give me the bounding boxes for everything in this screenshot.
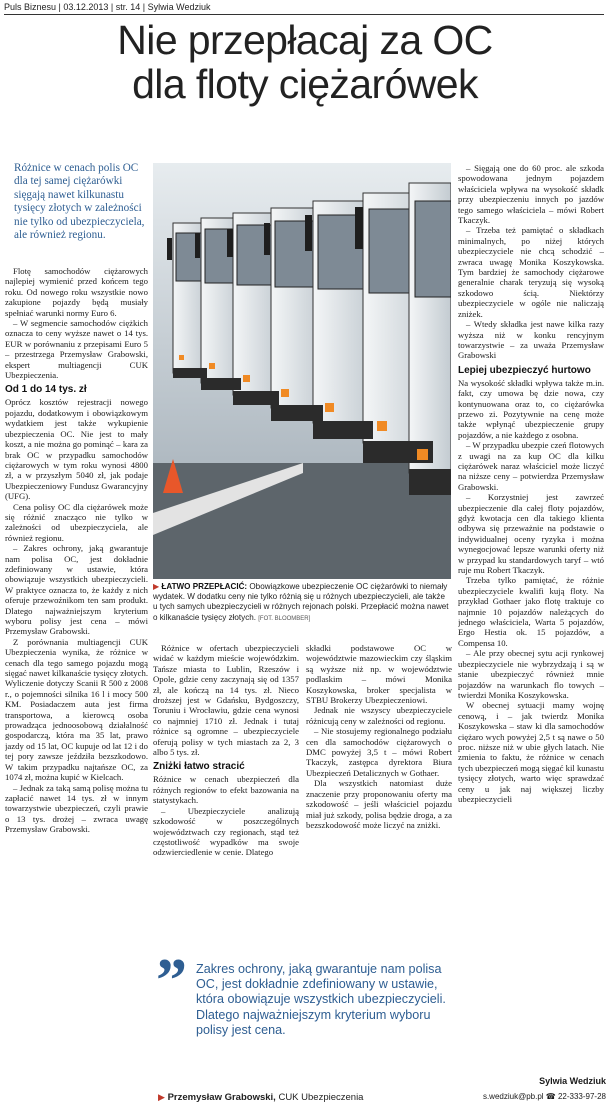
col1-paragraph: – Zakres ochrony, jaką gwarantuje nam polisa OC, jest dokładnie zdefiniowany w ustawie, która obowiązuje wszystkich ubezpieczycieli. W praktyce oznacza to, że każdy z nich oferuje przewoźnikom ten sam produkt. Dlatego najważniejszym kryterium wyboru polisy jest cena – mówi Przemysław Grabowski. <box>5 543 148 637</box>
truck-fleet-illustration <box>153 163 451 579</box>
col3-paragraph: – Nie stosujemy regionalnego podziału cen dla samochodów ciężarowych o DMC powyżej 3,5 t – mówi Robert Tkaczyk, zastępca dyrektora Biura Ubezpieczeń Detalicznych w Gothaer. <box>306 726 452 778</box>
caption-text: Obowiązkowe ubezpieczenie OC ciężarówki to niemały wydatek. W dodatku ceny nie tylko różnią się u różnych ubezpieczycieli, ale także u tych samych ubezpieczycieli w różnych rejonach polski. Przepłacić można nawet o kilkanaście tysięcy złotych. <box>153 582 449 622</box>
col4-paragraph: – Korzystniej jest zawrzeć ubezpieczenie dla całej floty pojazdów, gdyż kwotacja cen dla takiego klienta odbywa się przeważnie na podstawie o indywidualnej oceny ryzyka i można wynegocjować lepsze warunki oferty niż w przypad ku standardowych taryf – wtó ruje mu Robert Tkaczyk. <box>458 492 604 576</box>
col1-paragraph: – Jednak za taką samą polisę można tu zapłacić nawet 14 tys. zł w innym towarzystwie ubezpieczeń, czyli prawie o 13 tys. drożej – zwraca uwagę Przemysław Grabowski. <box>5 782 148 835</box>
article-column-4 <box>458 163 604 1075</box>
col4-paragraph: – Sięgają one do 60 proc. ale szkoda spowodowana jednym pojazdem właściciela wpływa na wysokość składk przy ubezpieczeniu innych po jazdów tego samego właściciela – mówi Robert Tkaczyk. <box>458 163 604 226</box>
col2-paragraph: Różnice w cenach ubezpieczeń dla różnych regionów to efekt bazowania na statystykach. <box>153 774 299 806</box>
article-column-1 <box>5 266 148 1111</box>
arrow-icon: ▶ <box>158 1092 165 1102</box>
lead-paragraph: Różnice w cenach polis OC dla tej samej ciężarówki sięgają nawet kilkunastu tysięcy złotych w zależności nie tylko od ubezpieczyciela, ale również regionu. <box>14 162 145 242</box>
col3-paragraph: Jednak nie wszyscy ubezpieczyciele różnicują ceny w zależności od regionu. <box>306 705 452 726</box>
headline <box>4 18 606 106</box>
col4-paragraph: W obecnej sytuacji mamy wojnę cenową, i – jak twierdz Monika Koszykowska – staw ki dla samochodów ciężaro wych powyżej 2,5 t są nawe o 50 proc. niższe niż w ubie głych latach. Nie zmienia to faktu, że różnice w cenach tych ubezpieczeń mogą sięgać kil kunastu tysięcy złotych, warto więc sprawdzać ceny u jak naj większej liczby ubezpieczycieli <box>458 700 604 804</box>
pull-quote: Zakres ochrony, jaką gwarantuje nam polisa OC, jest dokładnie zdefiniowany w ustawie, która obowiązuje wszystkich ubezpieczycieli. Dlatego najważniejszym kryterium wyboru polisy jest cena. <box>196 962 446 1037</box>
col1-paragraph: – W segmencie samochodów ciężkich oznacza to ceny wyższe nawet o 14 tys. EUR w porównaniu z przepisami Euro 5 – przestrzega Przemysław Grabowski, ekspert multiagencji CUK Ubezpieczenia. <box>5 318 148 381</box>
article-author: Sylwia Wedziuk <box>539 1076 606 1086</box>
quote-attribution <box>158 1092 363 1103</box>
masthead: Puls Biznesu | 03.12.2013 | str. 14 | Sylwia Wedziuk <box>4 2 211 12</box>
col3-paragraph: Dla wszystkich natomiast duże znaczenie przy proponowaniu oferty ma szkodowość – jeśli właściciel pojazdu miał już szkody, polisa będzie droga, a za bezszkodowość może liczyć na zniżki. <box>306 778 452 830</box>
col3-paragraph: składki podstawowe OC w województwie mazowieckim czy śląskim są wyższe niż np. w województwie podlaskim – mówi Monika Koszykowska, broker specjalista w STBU Brokerzy Ubezpieczeniowi. <box>306 643 452 706</box>
author-contact[interactable]: s.wedziuk@pb.pl ☎ 22-333-97-28 <box>482 1092 606 1101</box>
col4-subhead: Lepiej ubezpieczyć hurtowo <box>458 364 591 376</box>
col4-paragraph: – Trzeba też pamiętać o składkach minimalnych, po niżej których ubezpieczyciele nie chcą schodzić – zwraca uwagę Monika Koszykowska. Tym bardziej że samochody ciężarowe generalnie charak teryzują się wysoką szkodowo ścią. Niektórzy ubezpieczyciele w ogóle nie naliczają zniżek. <box>458 225 604 319</box>
headline-line-1: Nie przepłacaj za OC <box>117 17 493 63</box>
truck-fleet-photo <box>153 163 451 579</box>
col1-subhead: Od 1 do 14 tys. zł <box>5 384 87 396</box>
col4-paragraph: – Ale przy obecnej sytu acji rynkowej ubezpieczyciele nie wybrzydzają i są w stanie ubezpieczyć również mnie pojazdów na warunkach flo towych – twierdzi Monika Koszykowska. <box>458 648 604 700</box>
quote-organization: CUK Ubezpieczenia <box>278 1092 364 1103</box>
article-column-3 <box>306 643 452 953</box>
col4-paragraph: – W przypadku ubezpie czeń flotowych z uwagi na za kup OC dla kilku ciężarówek naraz właściciel może liczyć na niższe ceny – potwierdza Przemysław Grabowski. <box>458 440 604 492</box>
col2-paragraph: – Ubezpieczyciele analizują szkodowość w poszczególnych województwach czy regionach, stąd też częstotliwość wypadków ma swoje odzwierciedlenie w cenie. Dlatego <box>153 805 299 858</box>
caption-label: ŁATWO PRZEPŁACIĆ: <box>161 582 248 591</box>
arrow-icon: ▶ <box>153 582 160 591</box>
col1-paragraph: Flotę samochodów ciężarowych najlepiej wymienić przed końcem tego roku. Od nowego roku wszystkie nowo zakupione pojazdy będą musiały spełniać warunki normy Euro 6. <box>5 266 148 318</box>
masthead-rule <box>4 14 604 15</box>
quote-mark-icon: ” <box>156 947 187 1015</box>
col1-paragraph: Z porównania multiagencji CUK Ubezpieczenia wynika, że różnice w cenach dla tego samego pojazdu mogą sięgać nawet kilkanaście tysięcy złotych. Wyliczenie dotyczy Scanii R 500 z 2008 r., o pojemności silnika 16 l i mocy 500 KM. Posiadaczem auta jest firma transportowa, a kierowcą osoba prowadząca jednoosobową działalność gospodarczą, która ma 35 lat, prawo jazdy od 15 lat, OC kupuje od lat 12 i do tej pory zawsze jeździła bezszkodowo. W takim przypadku najtańsze OC, za 1074 zł, można kupić w Kielcach. <box>5 636 148 783</box>
quote-author: Przemysław Grabowski, <box>167 1092 276 1103</box>
headline-line-2: dla floty ciężarówek <box>132 61 478 107</box>
photo-caption <box>153 582 451 624</box>
col4-paragraph: Na wysokość składki wpływa także m.in. fakt, czy umowa bę dzie nowa, czy kontynuowana oraz to, co ciężarówka przewo zi. Pozytywnie na cenę może także wpłynąć ubezpieczenie grupy pojazdów, a nie każdego z osobna. <box>458 377 604 440</box>
col2-subhead: Zniżki łatwo stracić <box>153 761 245 773</box>
col4-paragraph: – Wtedy składka jest nawe kilka razy wyższa niż w konku rencyjnym towarzystwie – za uważa Przemysław Grabowski <box>458 319 604 361</box>
article-column-2 <box>153 643 299 953</box>
photo-credit: [FOT. BLOOMBER] <box>258 615 311 622</box>
col1-paragraph: Oprócz kosztów rejestracji nowego pojazdu, dodatkowym i obowiązkowym wydatkiem jest także wykupienie ubezpieczenia OC. Nie jest to mały koszt, a nie można go pominąć – kara za brak OC w przypadku samochodów ciężarowych w tym roku wynosi 4800 zł, a w przyszłym 5040 zł, jak podaje Ubezpieczeniowy Fundusz Gwarancyjny (UFG). <box>5 397 148 502</box>
col1-paragraph: Cena polisy OC dla ciężarówek może się różnić znacząco nie tylko w zależności od ubezpieczyciela, ale również regionu. <box>5 501 148 543</box>
col4-paragraph: Trzeba tylko pamiętać, że różnie ubezpieczyciele kwalifi kują floty. Na przykład Gothaer jako flotę traktuje co najmnie 10 pojazdów należących do jednego właściciela, Warta 5 pojazdów, Ergo Hestia ok. 15 pojazdów, a Compensa 10. <box>458 575 604 648</box>
col2-paragraph: Różnice w ofertach ubezpieczycieli widać w każdym mieście wojewódzkim. Tańsze miasta to Lublin, Rzeszów i Opole, gdzie ceny zaczynają się od 1357 zł, ale kończą na 14 tys. zł. Nieco droższej jest w Gdańsku, Bydgoszczy, Toruniu i Wrocławiu, gdzie cena wynosi co najmniej 1710 zł. Jednak i tutaj różnice są ogromne – ubezpieczyciele oferują polisy w tych miastach za 2, 3 albo 5 tys. zł. <box>153 643 299 758</box>
